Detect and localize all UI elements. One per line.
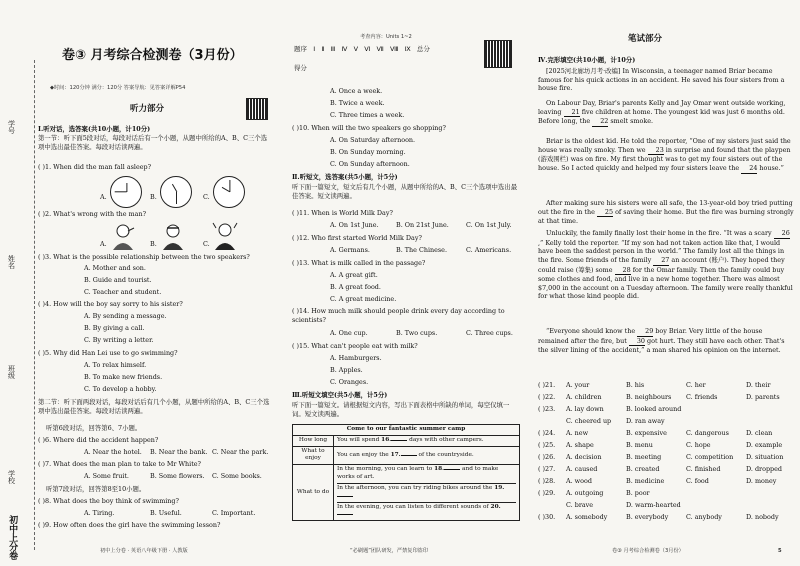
passage-paragraph	[538, 327, 794, 355]
answer-blank-20[interactable]	[337, 514, 353, 515]
cloze-option-a[interactable]: A. children	[566, 393, 602, 401]
row-label-what-to-do: What to do	[293, 465, 334, 521]
question-3: ( )3. What is the possible relationship between the two speakers?	[38, 253, 250, 261]
passage-text: an account (账户). They hoped they could raise (筹集) some	[538, 255, 785, 274]
q5-option-b[interactable]: B. To make new friends.	[84, 373, 163, 381]
part3-instruction: 听下面一篇短文。请根据短文内容，写出下面表格中所缺的单词，每空仅填一词。短文读两遍。	[292, 401, 510, 418]
dialogue-7-note: 听第7段对话，回答第8至10小题。	[46, 485, 146, 493]
answer-blank-17[interactable]	[401, 455, 417, 456]
score-col: Ⅳ	[341, 45, 348, 53]
cloze-option-b[interactable]: B. created	[626, 465, 660, 473]
cloze-blank-24[interactable]: 24	[741, 164, 757, 174]
q1-option-a[interactable]: A.	[100, 193, 107, 201]
cloze-option-c[interactable]: C. food	[686, 477, 709, 485]
table-title: Come to our fantastic summer camp	[293, 425, 520, 436]
question-4: ( )4. How will the boy say sorry to his sister?	[38, 300, 183, 308]
cloze-question-number: ( )23.	[538, 405, 556, 413]
q3-option-a[interactable]: A. Mother and son.	[84, 264, 146, 272]
question-1: ( )1. When did the man fall asleep?	[38, 163, 152, 171]
passage-text: house.”	[757, 163, 784, 172]
score-col: Ⅸ	[404, 45, 411, 53]
cloze-option-d[interactable]: D. ran away	[626, 417, 665, 425]
passage-text: boy Briar. Very little of the house remained after the fire, but	[538, 327, 763, 345]
q9-option-b[interactable]: B. Twice a week.	[330, 99, 385, 107]
q13-option-c[interactable]: C. A great medicine.	[330, 295, 397, 303]
cell-text: days with other campers.	[407, 436, 484, 443]
passage-paragraph	[538, 137, 794, 174]
cloze-option-a[interactable]: A. new	[566, 429, 589, 437]
cell-text: You will spend	[337, 436, 382, 443]
blank-number: 18.	[434, 466, 445, 473]
row-label-what-to-enjoy: What to enjoy	[293, 446, 334, 465]
exam-title: 卷③ 月考综合检测卷（3月份）	[62, 48, 243, 63]
question-10: ( )10. When will the two speakers go shopping?	[292, 124, 446, 132]
q13-option-b[interactable]: B. A great food.	[330, 283, 381, 291]
middle-column	[280, 0, 520, 566]
section-listening: 听力部分	[130, 104, 165, 114]
q15-option-c[interactable]: C. Oranges.	[330, 378, 369, 386]
q7-option-b[interactable]: B. Some flowers.	[150, 472, 205, 480]
cloze-option-row	[538, 381, 800, 393]
question-9: ( )9. How often does the girl have the swimming lesson?	[38, 521, 221, 529]
passage-text: for the Omar family. Then the family could buy some clothes and food, and live in a new home together. There was almost $7,000 in the account on a Tuesday afternoon. The family were really thankful for what those kind people did.	[538, 265, 793, 301]
cloze-option-row	[538, 513, 800, 525]
part2-heading: Ⅱ.听短文，选答案(共5小题，计5分)	[292, 173, 398, 181]
q1-option-c[interactable]: C.	[203, 193, 210, 201]
q7-option-a[interactable]: A. Some fruit.	[84, 472, 129, 480]
cloze-option-c[interactable]: C. brave	[566, 501, 594, 509]
passage-text: “Everyone should know the	[546, 327, 638, 335]
q6-option-a[interactable]: A. Near the hotel.	[84, 448, 142, 456]
cloze-option-c[interactable]: C. cheered up	[566, 417, 612, 425]
section-writing: 笔试部分	[628, 34, 663, 44]
cloze-option-a[interactable]: A. lay down	[566, 405, 604, 413]
cloze-option-a[interactable]: A. caused	[566, 465, 598, 473]
passage-text: five children at home. The youngest kid was just 6 months old. Before long, the	[538, 107, 785, 126]
q15-option-b[interactable]: B. Apples.	[330, 366, 363, 374]
score-label: 得分	[294, 64, 307, 72]
answer-blank-19[interactable]	[337, 496, 353, 497]
q9-option-c[interactable]: C. Three times a week.	[330, 111, 405, 119]
cloze-blank-27[interactable]: 27	[653, 256, 669, 266]
cloze-question-number: ( )25.	[538, 441, 556, 449]
summer-camp-table	[292, 424, 520, 521]
cloze-option-row	[538, 477, 800, 489]
cell-text: and to make works of art.	[337, 466, 499, 481]
cloze-option-b[interactable]: B. meeting	[626, 453, 662, 461]
passage-text: smelt smoke.	[608, 117, 654, 126]
part1-instruction-2: 第二节：听下面两段对话，每段对话后有几个小题，从题中所给的A、B、C三个选项中选出最佳答案。每段对话读两遍。	[38, 398, 270, 415]
cloze-blank-25[interactable]: 25	[597, 208, 613, 218]
q4-option-c[interactable]: C. By writing a letter.	[84, 336, 154, 344]
score-col: 题序	[294, 45, 307, 53]
cloze-option-c[interactable]: C. finished	[686, 465, 721, 473]
q1-option-b[interactable]: B.	[150, 193, 157, 201]
cloze-option-d[interactable]: D. money	[746, 477, 777, 485]
blank-number: 19.	[494, 484, 505, 491]
q12-option-b[interactable]: B. The Chinese.	[396, 246, 447, 254]
blank-number: 20.	[490, 503, 501, 510]
cloze-option-d[interactable]: D. situation	[746, 453, 784, 461]
q5-option-c[interactable]: C. To develop a hobby.	[84, 385, 157, 393]
q6-option-c[interactable]: C. Near the park.	[212, 448, 269, 456]
side-brand: 初中上分卷	[7, 515, 18, 560]
question-13: ( )13. What is milk called in the passage?	[292, 259, 426, 267]
cloze-option-row	[538, 393, 800, 405]
q3-option-c[interactable]: C. Teacher and student.	[84, 288, 162, 296]
cloze-blank-21[interactable]: 21	[564, 108, 580, 118]
dialogue-6-note: 听第6段对话，回答第6、7小题。	[46, 424, 142, 432]
cloze-option-row	[538, 489, 800, 513]
headache-person-icon	[210, 220, 240, 250]
score-col: Ⅵ	[364, 45, 371, 53]
cloze-option-a[interactable]: A. outgoing	[566, 489, 604, 497]
q2-option-b[interactable]: B.	[150, 240, 157, 248]
qr-code-explain[interactable]	[484, 40, 512, 68]
side-label-name: 姓名	[7, 255, 16, 269]
side-label-id: 学号	[7, 120, 16, 134]
passage-text: Briar is the oldest kid. He told the reporter, “One of my sisters just said the house was really smoky. Then we	[538, 137, 791, 154]
q14-option-c[interactable]: C. Three cups.	[466, 329, 513, 337]
passage-paragraph	[538, 199, 794, 226]
score-col: Ⅰ	[313, 45, 316, 53]
q8-option-a[interactable]: A. Tiring.	[84, 509, 115, 517]
passage-paragraph	[538, 229, 794, 301]
question-7: ( )7. What does the man plan to take to Mr White?	[38, 460, 201, 468]
q13-option-a[interactable]: A. A great gift.	[330, 271, 378, 279]
q14-option-a[interactable]: A. One cup.	[330, 329, 368, 337]
passage-text: in surprise and found that the playpen (游戏围栏) was on fire. My first thought was to get my four sisters out of the house. So I acted quickly and helped my four sisters leave the	[538, 145, 791, 172]
cloze-option-row	[538, 405, 800, 429]
footer-right: 卷③ 月考综合检测卷（3月份）	[612, 548, 684, 554]
cloze-option-c[interactable]: C. hope	[686, 441, 711, 449]
cloze-option-b[interactable]: B. poor	[626, 489, 650, 497]
clock-icon	[160, 176, 192, 208]
side-label-school: 学校	[7, 470, 16, 484]
answer-blank-18[interactable]	[444, 469, 460, 470]
q2-option-c[interactable]: C.	[203, 240, 210, 248]
cloze-option-b[interactable]: B. menu	[626, 441, 653, 449]
cloze-blank-22[interactable]: 22	[592, 117, 608, 127]
q8-option-b[interactable]: B. Useful.	[150, 509, 182, 517]
clock-icon	[213, 176, 245, 208]
score-col: Ⅴ	[353, 45, 359, 53]
part4-heading: Ⅳ.完形填空(共10小题，计10分)	[538, 56, 636, 64]
cloze-option-a[interactable]: A. decision	[566, 453, 602, 461]
cloze-option-b[interactable]: B. looked around	[626, 405, 682, 413]
footer-left: 初中上分卷 · 英语八年级下册 · 人教版	[100, 548, 188, 554]
q12-option-c[interactable]: C. Americans.	[466, 246, 512, 254]
cloze-option-b[interactable]: B. everybody	[626, 513, 669, 521]
part3-heading: Ⅲ.听短文填空(共5小题，计5分)	[292, 391, 388, 399]
cloze-option-d[interactable]: D. nobody	[746, 513, 779, 521]
q5-option-a[interactable]: A. To relax himself.	[84, 361, 147, 369]
question-2: ( )2. What's wrong with the man?	[38, 210, 147, 218]
cloze-question-number: ( )22.	[538, 393, 556, 401]
cloze-question-number: ( )27.	[538, 465, 556, 473]
sick-person-icon	[158, 222, 188, 250]
cloze-blank-29[interactable]: 29	[637, 327, 653, 337]
cloze-option-b[interactable]: B. expensive	[626, 429, 667, 437]
cell-text: In the afternoon, you can try riding bikes around the	[337, 484, 495, 491]
q7-option-c[interactable]: C. Some books.	[212, 472, 262, 480]
cloze-question-number: ( )21.	[538, 381, 556, 389]
cloze-option-row	[538, 465, 800, 477]
passage-text: got hurt. They still have each other. That's the silver lining of the accident,” a man shared his opinion on the internet.	[538, 336, 785, 355]
cloze-question-number: ( )26.	[538, 453, 556, 461]
table-cell-what-to-enjoy	[334, 446, 520, 465]
q2-option-a[interactable]: A.	[100, 240, 107, 248]
cloze-option-d[interactable]: D. dropped	[746, 465, 783, 473]
cloze-option-a[interactable]: A. wood	[566, 477, 592, 485]
table-cell-what-to-do	[334, 465, 520, 521]
part2-instruction: 听下面一篇短文，短文后有几个小题，从题中所给的A、B、C三个选项中选出最佳答案。短文读两遍。	[292, 183, 518, 200]
cloze-question-number: ( )29.	[538, 489, 556, 497]
cell-text: In the evening, you can listen to different sounds of	[337, 503, 491, 510]
scope-label: 考查内容：Units 1~2	[360, 34, 412, 40]
score-col: Ⅱ	[321, 45, 325, 53]
table-cell-how-long	[334, 435, 520, 446]
passage-paragraph	[538, 99, 794, 127]
cloze-option-row	[538, 441, 800, 453]
q4-option-a[interactable]: A. By sending a message.	[84, 312, 167, 320]
cloze-option-d[interactable]: D. example	[746, 441, 783, 449]
question-14: ( )14. How much milk should people drink every day according to scientists?	[292, 307, 505, 324]
question-11: ( )11. When is World Milk Day?	[292, 209, 393, 217]
cell-text: In the morning, you can learn to	[337, 466, 435, 473]
cloze-option-b[interactable]: B. neighbours	[626, 393, 672, 401]
part1-instruction: 第一节：听下面5段对话，每段对话后有一个小题，从题中所给的A、B、C三个选项中选出最佳答案。每段对话读两遍。	[38, 134, 268, 151]
blank-number: 17.	[390, 451, 401, 458]
question-6: ( )6. Where did the accident happen?	[38, 436, 159, 444]
exam-meta: ◆时间：120分钟 满分：120分 答案导航：见答案详解P54	[50, 85, 186, 91]
passage-text: ,” Kelly told the reporter. “If my son had not taken action like that, I would have been the saddest person in the world.” The family lost all the things in the fire. Some friends of the family	[538, 238, 785, 264]
score-col: 总分	[416, 45, 430, 53]
cloze-question-number: ( )24.	[538, 429, 556, 437]
cloze-blank-28[interactable]: 28	[615, 266, 631, 276]
score-table	[294, 45, 430, 54]
passage-text: Unluckily, the family finally lost their home in the fire. “It was a scary	[546, 229, 774, 237]
q11-option-a[interactable]: A. On 1st June.	[330, 221, 379, 229]
clock-icon	[110, 176, 142, 208]
cloze-option-d[interactable]: D. warm-hearted	[626, 501, 681, 509]
blank-number: 16.	[381, 436, 392, 443]
cell-text: You can enjoy the	[337, 451, 391, 458]
q11-option-b[interactable]: B. On 21st June.	[396, 221, 449, 229]
cloze-option-d[interactable]: D. parents	[746, 393, 780, 401]
cloze-option-b[interactable]: B. his	[626, 381, 645, 389]
toothache-person-icon	[108, 222, 138, 250]
page-number: 5	[778, 548, 782, 554]
q3-option-b[interactable]: B. Guide and tourist.	[84, 276, 152, 284]
q6-option-b[interactable]: B. Near the bank.	[150, 448, 208, 456]
passage-paragraph: [2025河北廊坊月考·改编] In Wisconsin, a teenager named Briar became famous for his quick actions in an accident. He saved his four sisters from a house fire.	[538, 67, 785, 93]
row-label-how-long: How long	[293, 435, 334, 446]
part1-heading: Ⅰ.听对话，选答案(共10小题，计10分)	[38, 125, 151, 133]
cloze-option-c[interactable]: C. her	[686, 381, 706, 389]
question-8: ( )8. What does the boy think of swimming?	[38, 497, 179, 505]
q11-option-c[interactable]: C. On 1st July.	[466, 221, 512, 229]
cloze-options	[538, 381, 800, 525]
qr-code-audio[interactable]	[246, 98, 268, 120]
score-col: Ⅶ	[376, 45, 384, 53]
cloze-blank-30[interactable]: 30	[629, 337, 645, 347]
left-column	[0, 0, 270, 566]
q8-option-c[interactable]: C. Important.	[212, 509, 256, 517]
cloze-blank-23[interactable]: 23	[648, 146, 664, 156]
cloze-option-c[interactable]: C. anybody	[686, 513, 722, 521]
score-col: Ⅲ	[330, 45, 336, 53]
passage-text: After making sure his sisters were all safe, the 13-year-old boy tried putting out the fire in the	[538, 199, 793, 216]
cloze-question-number: ( )28.	[538, 477, 556, 485]
passage-text: On Labour Day, Briar's parents Kelly and Jay Omar went outside working, leaving	[538, 99, 786, 116]
cloze-option-c[interactable]: C. friends	[686, 393, 718, 401]
question-15: ( )15. What can't people eat with milk?	[292, 342, 418, 350]
question-5: ( )5. Why did Han Lei use to go swimming?	[38, 349, 178, 357]
question-12: ( )12. Who first started World Milk Day?	[292, 234, 422, 242]
q15-option-a[interactable]: A. Hamburgers.	[330, 354, 382, 362]
cloze-option-a[interactable]: A. your	[566, 381, 590, 389]
cloze-option-c[interactable]: C. competition	[686, 453, 734, 461]
q12-option-a[interactable]: A. Germans.	[330, 246, 370, 254]
q10-option-c[interactable]: C. On Sunday afternoon.	[330, 160, 410, 168]
right-column	[528, 0, 800, 566]
cloze-question-number: ( )30.	[538, 513, 556, 521]
cloze-option-d[interactable]: D. clean	[746, 429, 773, 437]
cloze-option-b[interactable]: B. medicine	[626, 477, 665, 485]
binding-line	[34, 60, 35, 550]
q10-option-a[interactable]: A. On Saturday afternoon.	[330, 136, 416, 144]
passage-text: of saving their home. But the fire was burning strongly at that time.	[538, 207, 794, 226]
footer-middle: “必刷题”团队研发，严禁复印盗印	[350, 548, 429, 554]
cloze-blank-26[interactable]: 26	[774, 229, 790, 239]
cloze-option-a[interactable]: A. shape	[566, 441, 594, 449]
side-label-class: 班级	[7, 365, 16, 379]
cloze-option-row	[538, 453, 800, 465]
cloze-option-d[interactable]: D. their	[746, 381, 771, 389]
cloze-option-c[interactable]: C. dangerous	[686, 429, 729, 437]
cell-text: of the countryside.	[416, 451, 474, 458]
answer-blank-16[interactable]	[391, 440, 407, 441]
q10-option-b[interactable]: B. On Sunday morning.	[330, 148, 406, 156]
q4-option-b[interactable]: B. By giving a call.	[84, 324, 145, 332]
cloze-option-row	[538, 429, 800, 441]
q9-option-a[interactable]: A. Once a week.	[330, 87, 383, 95]
score-col: Ⅷ	[389, 45, 399, 53]
q14-option-b[interactable]: B. Two cups.	[396, 329, 438, 337]
cloze-option-a[interactable]: A. somebody	[566, 513, 608, 521]
